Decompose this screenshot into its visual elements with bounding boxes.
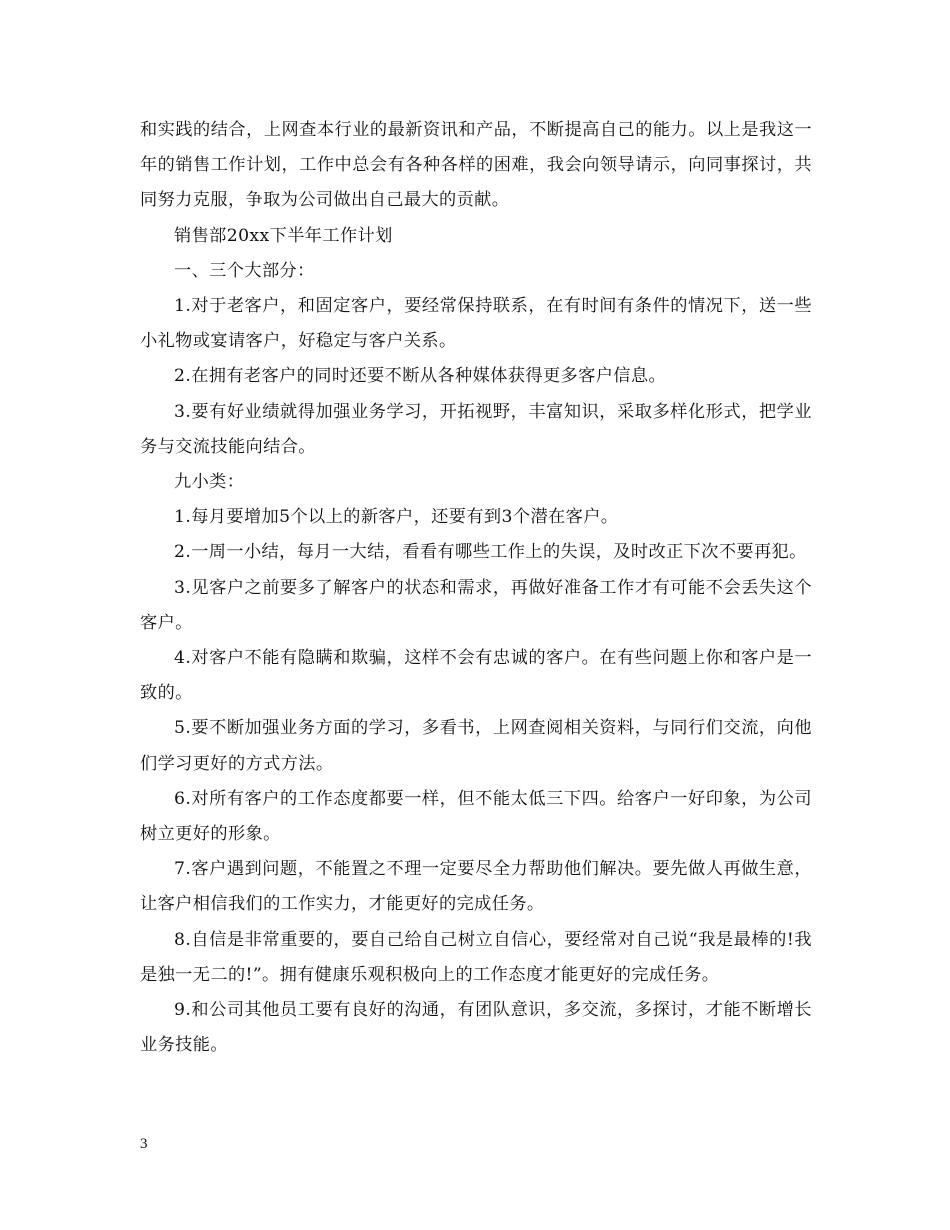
paragraph: 和实践的结合，上网查本行业的最新资讯和产品，不断提高自己的能力。以上是我这一年的销售工作计划，工作中总会有各种各样的困难，我会向领导请示，向同事探讨，共同努力克服，争取为公司做出自己最大的贡献。 <box>140 120 812 211</box>
list-item: 9.和公司其他员工要有良好的沟通，有团队意识，多交流，多探讨，才能不断增长业务技能。 <box>140 1000 812 1056</box>
list-item: 7.客户遇到问题，不能置之不理一定要尽全力帮助他们解决。要先做人再做生意，让客户相信我们的工作实力，才能更好的完成任务。 <box>140 859 812 915</box>
section-title: 销售部20xx下半年工作计划 <box>174 225 393 246</box>
list-item: 2.一周一小结，每月一大结，看看有哪些工作上的失误，及时改正下次不要再犯。 <box>174 542 807 563</box>
section-heading: 九小类： <box>174 472 245 493</box>
list-item: 5.要不断加强业务方面的学习，多看书，上网查阅相关资料，与同行们交流，向他们学习更好的方式方法。 <box>140 718 812 774</box>
document-body <box>140 113 812 1063</box>
list-item: 8.自信是非常重要的，要自己给自己树立自信心，要经常对自己说“我是最棒的!我是独一无二的!”。拥有健康乐观积极向上的工作态度才能更好的完成任务。 <box>140 929 812 985</box>
list-item: 3.见客户之前要多了解客户的状态和需求，再做好准备工作才有可能不会丢失这个客户。 <box>140 577 812 633</box>
list-item: 2.在拥有老客户的同时还要不断从各种媒体获得更多客户信息。 <box>174 366 667 387</box>
list-item: 4.对客户不能有隐瞒和欺骗，这样不会有忠诚的客户。在有些问题上你和客户是一致的。 <box>140 648 812 704</box>
section-heading: 一、三个大部分： <box>174 260 315 281</box>
page-number: 3 <box>140 1136 148 1152</box>
list-item: 1.每月要增加5个以上的新客户，还要有到3个潜在客户。 <box>174 507 619 528</box>
list-item: 3.要有好业绩就得加强业务学习，开拓视野，丰富知识，采取多样化形式，把学业务与交流技能向结合。 <box>140 401 812 457</box>
list-item: 6.对所有客户的工作态度都要一样，但不能太低三下四。给客户一好印象，为公司树立更好的形象。 <box>140 788 812 845</box>
list-item: 1.对于老客户，和固定客户，要经常保持联系，在有时间有条件的情况下，送一些小礼物或宴请客户，好稳定与客户关系。 <box>140 296 812 352</box>
